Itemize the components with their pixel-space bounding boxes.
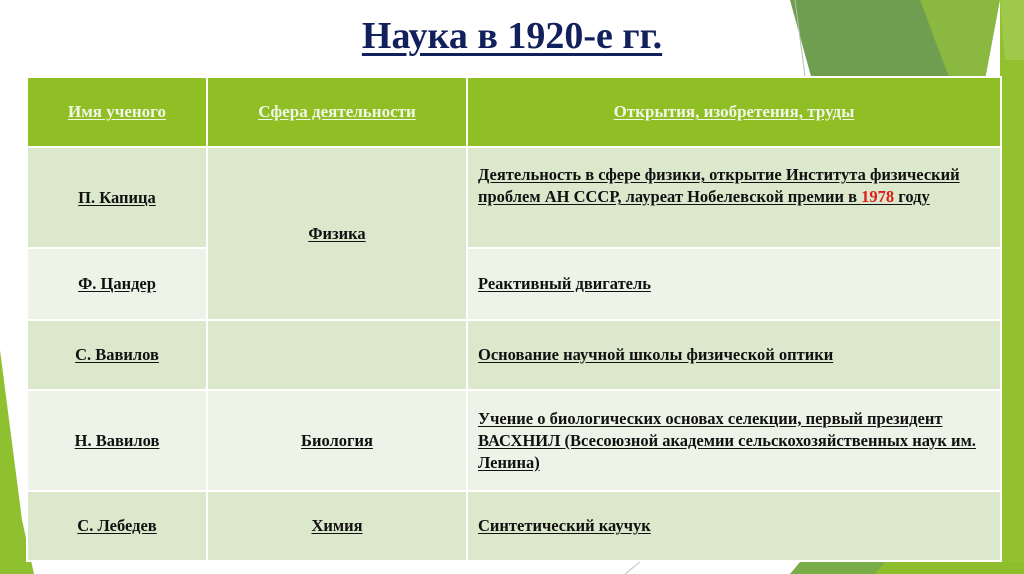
field-cell: Биология <box>207 390 467 491</box>
scientists-table <box>26 76 1002 562</box>
discoveries-text-end: году <box>894 187 930 206</box>
table-row <box>27 491 1001 561</box>
scientist-name-cell: Н. Вавилов <box>27 390 207 491</box>
scientist-name-cell: Ф. Цандер <box>27 248 207 320</box>
discoveries-cell: Основание научной школы физической оптики <box>467 320 1001 390</box>
table-row <box>27 147 1001 248</box>
scientist-name-cell: С. Лебедев <box>27 491 207 561</box>
year-highlight: 1978 <box>861 187 895 206</box>
table-row <box>27 248 1001 320</box>
field-cell: Физика <box>207 147 467 320</box>
discoveries-cell: Учение о биологических основах селекции, первый президент ВАСХНИЛ (Всесоюзной академии сельскохозяйственных наук им. Ленина) <box>467 390 1001 491</box>
discoveries-cell <box>467 147 1001 248</box>
field-cell: Химия <box>207 491 467 561</box>
discoveries-text: Деятельность в сфере физики, открытие Института физический проблем АН СССР, лауреат Нобелевской премии в <box>478 165 960 206</box>
header-field: Сфера деятельности <box>207 77 467 147</box>
discoveries-cell: Синтетический каучук <box>467 491 1001 561</box>
header-discoveries: Открытия, изобретения, труды <box>467 77 1001 147</box>
table-row <box>27 320 1001 390</box>
field-cell <box>207 320 467 390</box>
table-header-row <box>27 77 1001 147</box>
scientist-name-cell: С. Вавилов <box>27 320 207 390</box>
scientist-name-cell: П. Капица <box>27 147 207 248</box>
header-scientist-name: Имя ученого <box>27 77 207 147</box>
table-row <box>27 390 1001 491</box>
discoveries-cell: Реактивный двигатель <box>467 248 1001 320</box>
slide-title: Наука в 1920-е гг. <box>361 15 663 57</box>
